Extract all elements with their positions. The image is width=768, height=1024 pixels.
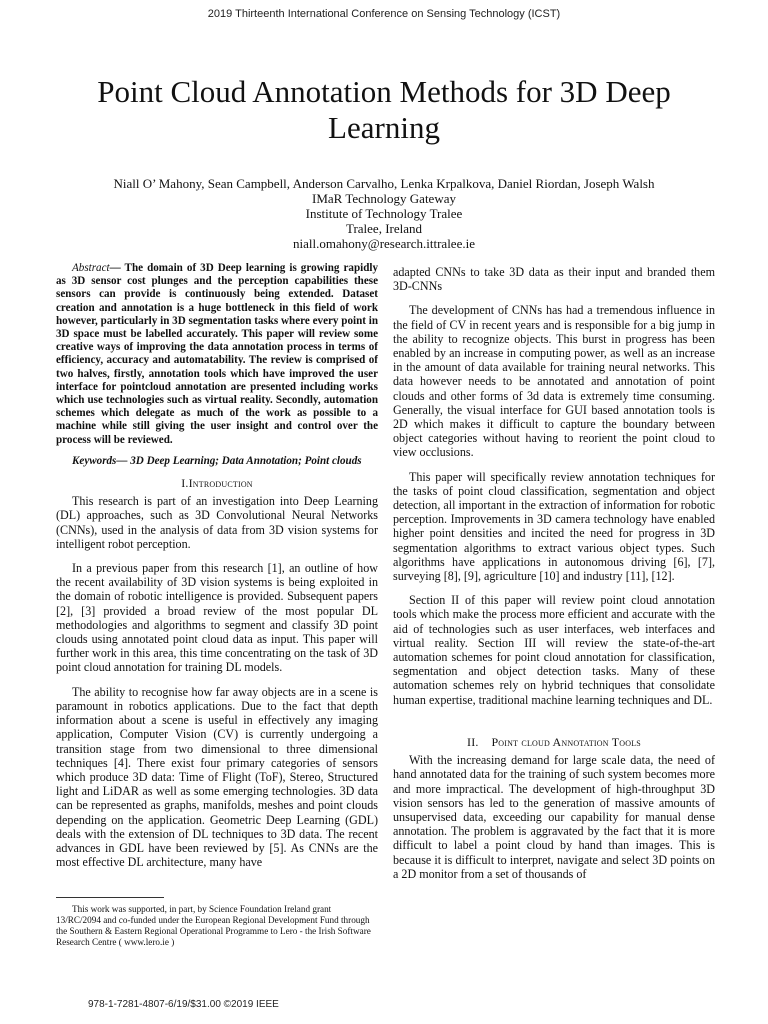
- intro-paragraph-3: The ability to recognise how far away objects are in a scene is paramount in robotics applications. Due to the fact that depth information about a scene is useful in effectively any imaging application, Computer Vision (CV) is currently undergoing a transition stage from two dimensional to three dimensional techniques [4]. There exist four primary categories of sensors which produce 3D data: Time of Flight (ToF), Stereo, Structured light and LiDAR as well as some emerging technologies. 3D data can be represented as graphs, manifolds, meshes and point clouds depending on the application. Geometric Deep Learning (GDL) deals with the extension of DL techniques to 3D data. The recent advances in GDL have been reviewed by [5]. As CNNs are the most effective DL architecture, many have: [56, 684, 378, 870]
- section1-number: I.: [181, 476, 189, 491]
- author-block: [40, 176, 728, 251]
- right-column: [393, 265, 715, 891]
- footnote-text: This work was supported, in part, by Science Foundation Ireland grant 13/RC/2094 and co-funded under the European Regional Development Fund through the Southern & Eastern Regional Operational Programme to Lero - the Irish Software Research Centre ( www.lero.ie ): [56, 904, 371, 947]
- abstract-label: Abstract: [72, 262, 110, 274]
- keywords-text: — 3D Deep Learning; Data Annotation; Point clouds: [116, 454, 362, 467]
- footnote-divider: [56, 897, 164, 898]
- paper-title: [60, 74, 708, 146]
- left-column: [56, 262, 378, 879]
- section2-title: Point cloud Annotation Tools: [491, 734, 641, 749]
- conference-header: 2019 Thirteenth International Conference on Sensing Technology (ICST): [207, 8, 561, 20]
- author-email: niall.omahony@research.ittralee.ie: [293, 236, 475, 251]
- section2-paragraph: With the increasing demand for large scale data, the need of hand annotated data for the training of such system becomes more and more impractical. The development of high-throughput 3D vision sensors has led to the generation of massive amounts of unsupervised data, exceeding our capability for manual dense annotation. The problem is aggravated by the fact that it is more difficult to label a point cloud by hand than images. This is because it is difficult to interpret, navigate and select 3D points on a 2D monitor from a set of thousands of: [393, 753, 715, 881]
- footnote: [56, 904, 378, 948]
- affiliation-line1: IMaR Technology Gateway: [312, 191, 456, 206]
- paper-title-line2: Learning: [328, 110, 440, 145]
- intro-paragraph-2: In a previous paper from this research [1], an outline of how the recent availability of 3D vision systems is being exploited in the domain of robotic intelligence is provided. Subsequent papers [2], [3] provided a broad review of the most popular DL methodologies and algorithms to segment and classify 3D point clouds using annotated point cloud data as input. This paper will further work in this area, this time concentrating on the task of 3D point cloud annotation for training DL models.: [56, 561, 378, 675]
- author-names: Niall O’ Mahony, Sean Campbell, Anderson Carvalho, Lenka Krpalkova, Daniel Riordan, Joseph Walsh: [113, 176, 655, 191]
- intro-paragraph-6: Section II of this paper will review point cloud annotation tools which make the process more efficient and accurate with the aid of technologies such as user interfaces, web interfaces and virtual reality. Section III will review the state-of-the-art automation schemes for point cloud annotation for classification, segmentation and object detection tasks. Many of these automation schemes rely on hybrid techniques that consolidate human expertise, traditional machine learning techniques and DL.: [393, 593, 715, 707]
- intro-paragraph-1: This research is part of an investigation into Deep Learning (DL) approaches, such as 3D Convolutional Neural Networks (CNNs), used in the analysis of data from 3D vision systems for intelligent robot perception.: [56, 494, 378, 551]
- intro-paragraph-4: The development of CNNs has had a tremendous influence in the field of CV in recent years and is responsible for a big jump in the ability to recognize objects. This burst in progress has been enabled by an increase in computing power, as well as an increase in the amount of data available for training neural networks. This data however needs to be annotated and annotation of point clouds and other forms of 3d data is extremely time consuming. Generally, the visual interface for GUI based annotation tools is 2D which makes it difficult to capture the boundary between object categories without having to reorient the point cloud to view occlusions.: [393, 303, 715, 460]
- section2-number: II.: [467, 734, 479, 749]
- isbn-footer: 978-1-7281-4807-6/19/$31.00 ©2019 IEEE: [88, 999, 279, 1010]
- abstract: [56, 262, 378, 447]
- author-location: Tralee, Ireland: [345, 221, 423, 236]
- affiliation-line2: Institute of Technology Tralee: [305, 206, 463, 221]
- intro-paragraph-5: This paper will specifically review annotation techniques for the tasks of point cloud classification, segmentation and object detection, all important in the extraction of information for robotic perception. Improvements in 3D camera technology have enabled higher point densities and incited the need for progress in 3D segmentation algorithms to extract various object types. Such algorithms have applications in autonomous driving [6], [7], surveying [8], [9], agriculture [10] and industry [11], [12].: [393, 469, 715, 584]
- abstract-dash: —: [109, 262, 125, 274]
- section-heading-1: [56, 476, 378, 490]
- continuation-paragraph: adapted CNNs to take 3D data as their input and branded them 3D-CNNs: [393, 265, 715, 294]
- abstract-text: The domain of 3D Deep learning is growing rapidly as 3D sensor cost plunges and the perception capabilities these sensors can provide is continuously being extended. Dataset creation and annotation is a huge bottleneck in this field of work however, particularly in 3D segmentation tasks where every point in 3D space must be labelled accurately. This paper will review some creative ways of improving the data annotation process in terms of efficiency, accuracy and automatability. The review is comprised of two halves, firstly, annotation tools which have improved the user interface for pointcloud annotation are presented including works which use technologies such as virtual reality. Secondly, automation schemes which delegate as much of the work as possible to a machine while still giving the user insight and control over the process will be reviewed.: [56, 262, 379, 446]
- section1-title: Introduction: [188, 476, 253, 491]
- section-gap: [393, 717, 715, 733]
- paper-title-line1: Point Cloud Annotation Methods for 3D Deep: [97, 74, 671, 109]
- keywords: [56, 455, 378, 468]
- keywords-label: Keywords: [72, 454, 117, 467]
- section-heading-2: [393, 735, 715, 749]
